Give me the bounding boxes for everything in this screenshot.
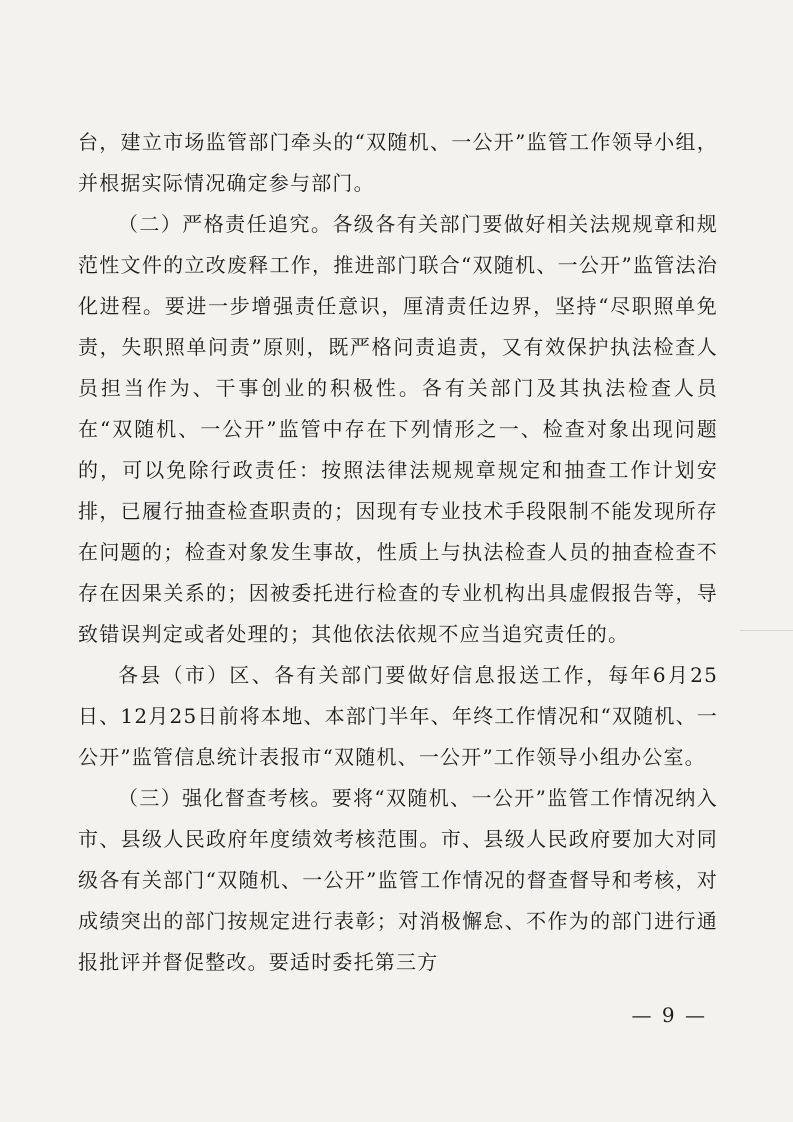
- paragraph-continuation: 台，建立市场监管部门牵头的“双随机、一公开”监管工作领导小组，并根据实际情况确定参与部门。: [78, 130, 718, 195]
- paragraph-reporting: 各县（市）区、各有关部门要做好信息报送工作，每年6月25日、12月25日前将本地、本部门半年、年终工作情况和“双随机、一公开”监管信息统计表报市“双随机、一公开”工作领导小组办公室。: [78, 663, 718, 769]
- scan-artifact-line: [740, 630, 793, 631]
- paragraph-supervision: （三）强化督查考核。要将“双随机、一公开”监管工作情况纳入市、县级人民政府年度绩效考核范围。市、县级人民政府要加大对同级各有关部门“双随机、一公开”监管工作情况的督查督导和考核，对成绩突出的部门按规定进行表彰；对消极懈怠、不作为的部门进行通报批评并督促整改。要适时委托第三方: [78, 786, 718, 974]
- body-text: [78, 122, 718, 983]
- paragraph-responsibility: （二）严格责任追究。各级各有关部门要做好相关法规规章和规范性文件的立改废释工作，推进部门联合“双随机、一公开”监管法治化进程。要进一步增强责任意识，厘清责任边界，坚持“尽职照单免责，失职照单问责”原则，既严格问责追责，又有效保护执法检查人员担当作为、干事创业的积极性。各有关部门及其执法检查人员在“双随机、一公开”监管中存在下列情形之一、检查对象出现问题的，可以免除行政责任：按照法律法规规章规定和抽查工作计划安排，已履行抽查检查职责的；因现有专业技术手段限制不能发现所存在问题的；检查对象发生事故，性质上与执法检查人员的抽查检查不存在因果关系的；因被委托进行检查的专业机构出具虚假报告等，导致错误判定或者处理的；其他依法依规不应当追究责任的。: [78, 212, 718, 646]
- page-number: — 9 —: [631, 1003, 707, 1027]
